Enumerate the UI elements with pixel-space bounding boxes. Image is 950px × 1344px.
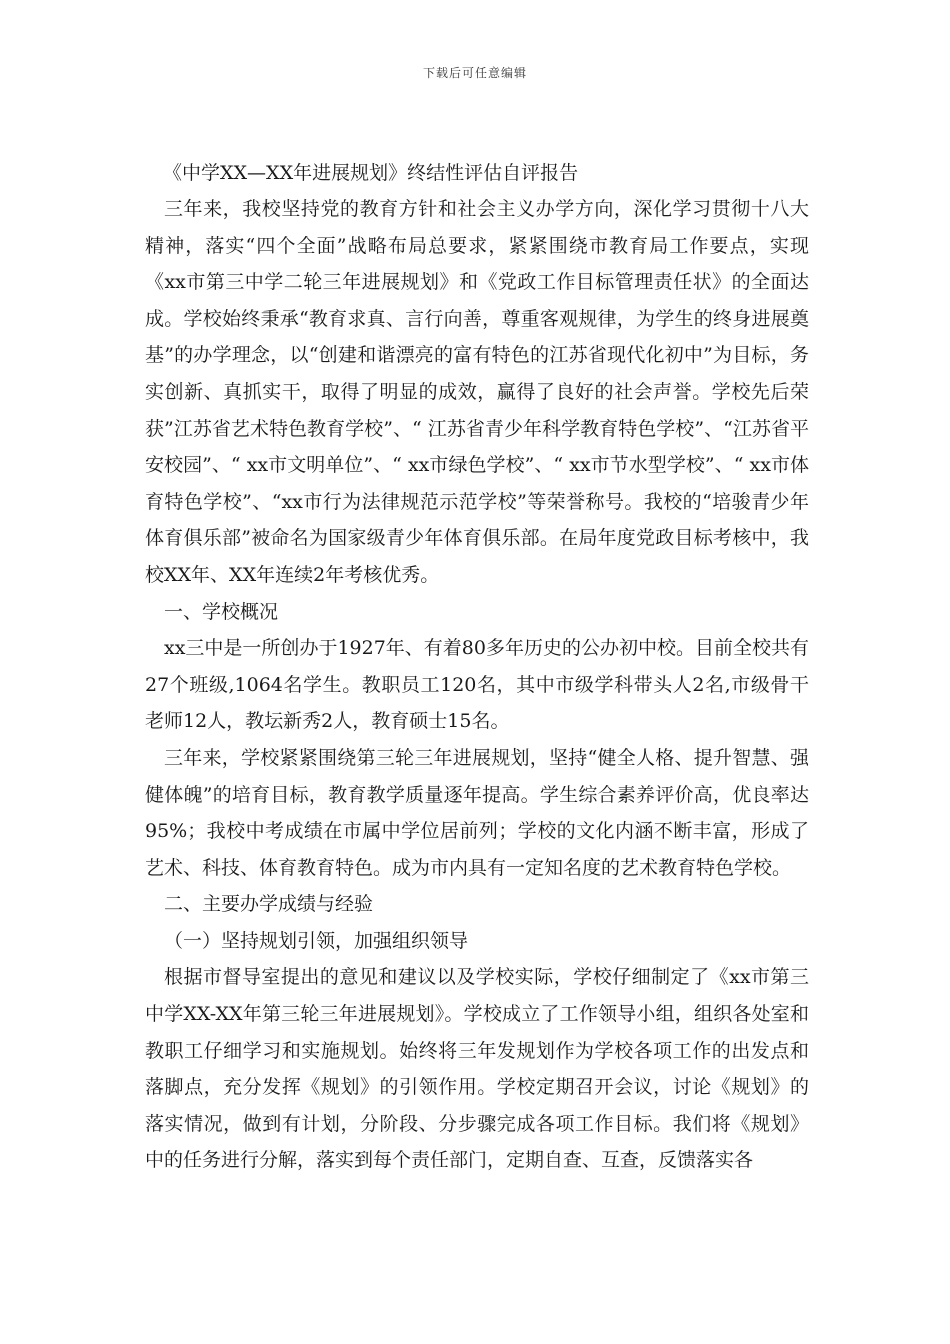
subsection-heading-planning: （一）坚持规划引领，加强组织领导 bbox=[164, 929, 469, 952]
overview-paragraph-1: xx三中是一所创办于1927年、有着80多年历史的公办初中校。目前全校共有27个班级,1064名学生。教职员工120名，其中市级学科带头人2名,市级骨干老师12人，教坛新秀2人，教育硕士15名。 bbox=[145, 637, 809, 733]
intro-paragraph: 三年来，我校坚持党的教育方针和社会主义办学方向，深化学习贯彻十八大精神，落实“四个全面”战略布局总要求，紧紧围绕市教育局工作要点，实现《xx市第三中学二轮三年进展规划》和《党政工作目标管理责任状》的全面达成。学校始终秉承“教育求真、言行向善，尊重客观规律，为学生的终身进展奠基”的办学理念，以“创建和谐漂亮的富有特色的江苏省现代化初中”为目标，务实创新、真抓实干，取得了明显的成效，赢得了良好的社会声誉。学校先后荣获”江苏省艺术特色教育学校”、“ 江苏省青少年科学教育特色学校”、“江苏省平安校园”、“ xx市文明单位”、“ xx市绿色学校”、“ xx市节水型学校”、“ xx市体育特色学校”、“xx市行为法律规范示范学校”等荣誉称号。我校的“培骏青少年体育俱乐部”被命名为国家级青少年体育俱乐部。在局年度党政目标考核中，我校XX年、XX年连续2年考核优秀。 bbox=[145, 198, 809, 586]
planning-paragraph: 根据市督导室提出的意见和建议以及学校实际，学校仔细制定了《xx市第三中学XX-XX年第三轮三年进展规划》。学校成立了工作领导小组，组织各处室和教职工仔细学习和实施规划。始终将三年发规划作为学校各项工作的出发点和落脚点，充分发挥《规划》的引领作用。学校定期召开会议，讨论《规划》的落实情况，做到有计划，分阶段、分步骤完成各项工作目标。我们将《规划》中的任务进行分解，落实到每个责任部门，定期自查、互查，反馈落实各 bbox=[145, 966, 809, 1172]
section-heading-overview: 一、学校概况 bbox=[164, 600, 279, 623]
document-body bbox=[145, 155, 809, 1179]
overview-paragraph-2: 三年来，学校紧紧围绕第三轮三年进展规划，坚持“健全人格、提升智慧、强健体魄”的培育目标，教育教学质量逐年提高。学生综合素养评价高，优良率达95%；我校中考成绩在市属中学位居前列；学校的文化内涵不断丰富，形成了艺术、科技、体育教育特色。成为市内具有一定知名度的艺术教育特色学校。 bbox=[145, 746, 809, 879]
document-title: 《中学XX—XX年进展规划》终结性评估自评报告 bbox=[163, 162, 579, 184]
header-note: 下载后可任意编辑 bbox=[422, 66, 527, 80]
section-heading-achievements: 二、主要办学成绩与经验 bbox=[164, 893, 374, 916]
